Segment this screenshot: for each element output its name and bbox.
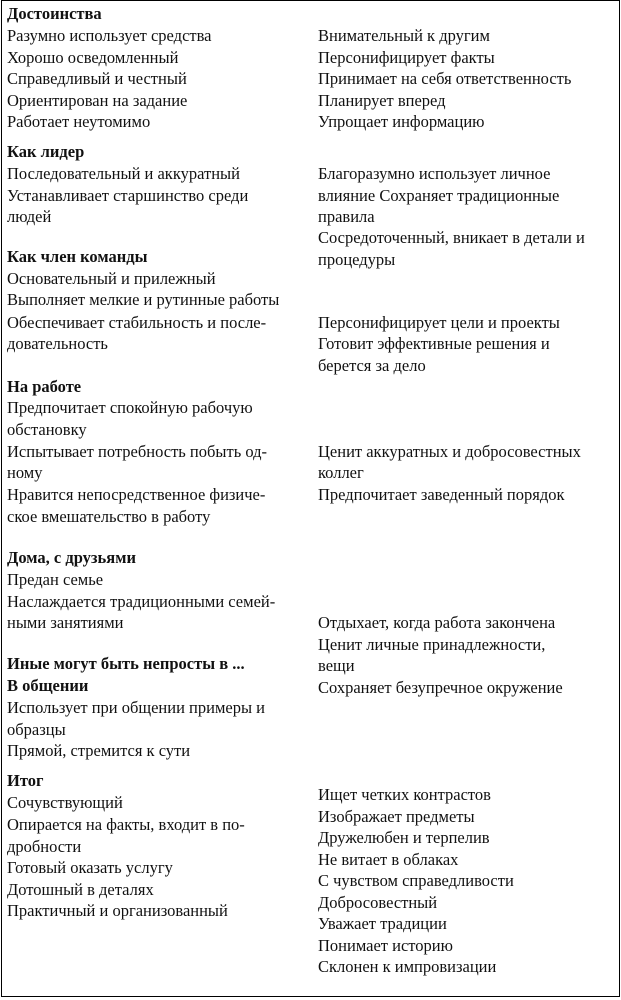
text-line: коллег — [318, 463, 364, 482]
text-line: Готовит эффективные решения и — [318, 334, 550, 353]
text-line: Ценит личные принадлежности, — [318, 635, 546, 654]
text-line: Не витает в облаках — [318, 850, 459, 869]
text-line: Сочувствующий — [7, 793, 123, 812]
text-line: Понимает историю — [318, 936, 453, 955]
text-line: довательность — [7, 334, 108, 353]
text-line: Прямой, стремится к сути — [7, 741, 191, 760]
text-line: Ориентирован на задание — [7, 91, 188, 110]
section-heading: В общении — [7, 676, 89, 695]
text-line: Нравится непосредственное физиче- — [7, 485, 266, 504]
section-heading: Иные могут быть непросты в ... — [7, 654, 245, 673]
section-heading: На работе — [7, 377, 82, 396]
text-line: вещи — [318, 656, 355, 675]
text-line: Добросовестный — [318, 893, 438, 912]
text-line: Наслаждается традиционными семей- — [7, 592, 276, 611]
text-line: Готовый оказать услугу — [7, 858, 173, 877]
text-line: обстановку — [7, 420, 87, 439]
text-line: Опирается на факты, входит в по- — [7, 815, 245, 834]
text-line: Сосредоточенный, вникает в детали и — [318, 228, 585, 247]
text-line: Устанавливает старшинство среди — [7, 186, 249, 205]
text-line: людей — [7, 207, 52, 226]
text-line: С чувством справедливости — [318, 871, 514, 890]
section-heading: Достоинства — [7, 4, 102, 23]
section-heading: Дома, с друзьями — [7, 548, 136, 567]
text-line: Персонифицирует факты — [318, 48, 495, 67]
text-line: Испытывает потребность побыть од- — [7, 442, 268, 461]
text-line: ному — [7, 463, 43, 482]
text-line: Сохраняет безупречное окружение — [318, 678, 563, 697]
text-line: Персонифицирует цели и проекты — [318, 313, 560, 332]
text-line: Выполняет мелкие и рутинные работы — [7, 290, 280, 309]
text-line: Хорошо осведомленный — [7, 48, 179, 67]
text-line: Использует при общении примеры и — [7, 698, 266, 717]
text-line: образцы — [7, 720, 66, 739]
text-line: Последовательный и аккуратный — [7, 164, 240, 183]
section-heading: Как член команды — [7, 247, 148, 266]
text-line: Практичный и организованный — [7, 901, 228, 920]
text-line: берется за дело — [318, 356, 426, 375]
text-line: Упрощает информацию — [318, 112, 485, 131]
text-line: процедуры — [318, 250, 396, 269]
text-line: Принимает на себя ответственность — [318, 69, 572, 88]
text-line: ными занятиями — [7, 613, 124, 632]
section-heading: Как лидер — [7, 142, 85, 161]
text-line: Разумно использует средства — [7, 26, 212, 45]
text-line: Справедливый и честный — [7, 69, 187, 88]
text-line: Уважает традиции — [318, 914, 447, 933]
text-line: Изображает предметы — [318, 807, 475, 826]
text-line: Дотошный в деталях — [7, 880, 154, 899]
text-line: ское вмешательство в работу — [7, 507, 211, 526]
document-page — [1, 1, 620, 997]
text-line: Дружелюбен и терпелив — [318, 828, 490, 847]
text-line: Предпочитает заведенный порядок — [318, 485, 565, 504]
text-line: Отдыхает, когда работа закончена — [318, 613, 556, 632]
text-line: Работает неутомимо — [7, 112, 151, 131]
text-line: дробности — [7, 837, 82, 856]
text-line: Ценит аккуратных и добросовестных — [318, 442, 581, 461]
text-line: Предпочитает спокойную рабочую — [7, 398, 253, 417]
text-line: Благоразумно использует личное — [318, 164, 551, 183]
section-heading: Итог — [7, 771, 44, 790]
text-line: Внимательный к другим — [318, 26, 490, 45]
text-line: Планирует вперед — [318, 91, 446, 110]
text-line: Основательный и прилежный — [7, 269, 216, 288]
text-line: Склонен к импровизации — [318, 957, 497, 976]
text-line: влияние Сохраняет традиционные — [318, 186, 560, 205]
text-line: Обеспечивает стабильность и после- — [7, 313, 267, 332]
text-line: правила — [318, 207, 375, 226]
text-line: Ищет четких контрастов — [318, 785, 491, 804]
text-line: Предан семье — [7, 570, 104, 589]
